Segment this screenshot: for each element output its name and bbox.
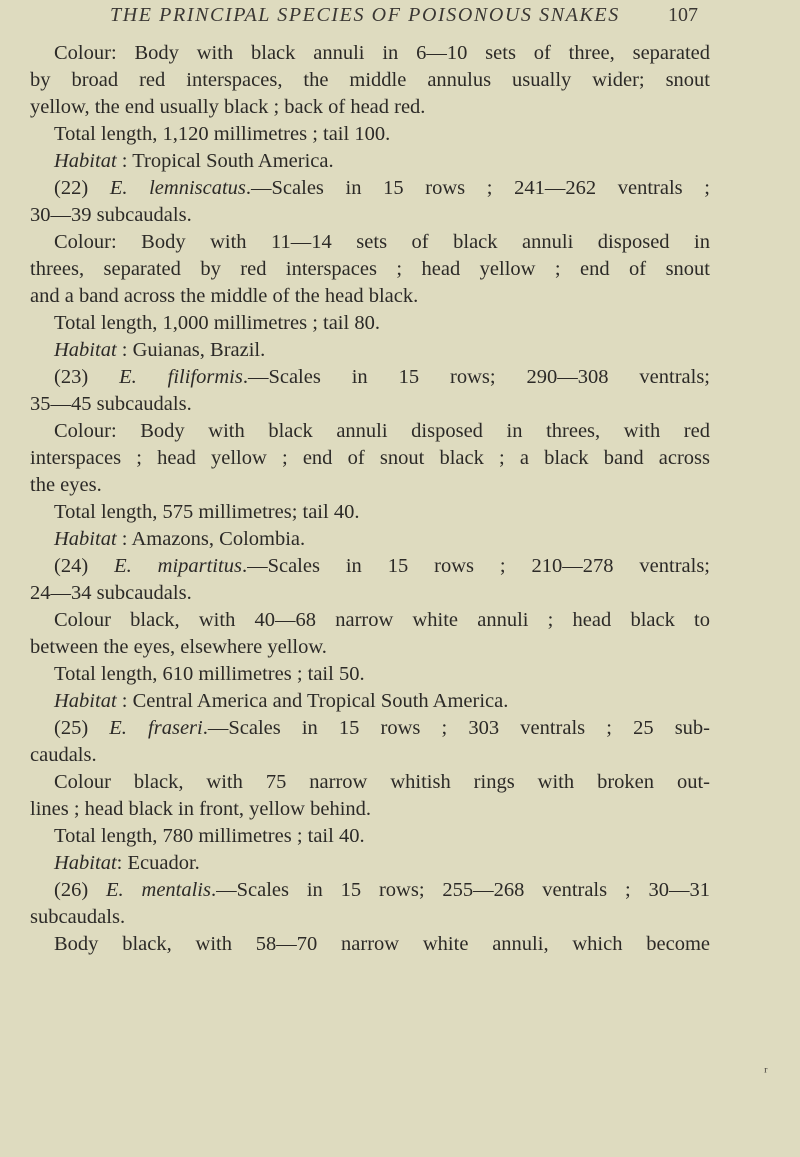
text-line: Habitat : Central America and Tropical South America. xyxy=(54,690,509,712)
text-line: Body black, with 58—70 narrow white annuli, which become xyxy=(54,933,710,955)
text-line: 30—39 subcaudals. xyxy=(30,204,192,226)
habitat-label: Habitat xyxy=(54,852,117,874)
text-line: Total length, 1,120 millimetres ; tail 100. xyxy=(54,123,391,145)
text-line: between the eyes, elsewhere yellow. xyxy=(30,636,327,658)
species-name: E. fraseri xyxy=(109,717,203,739)
text-line: yellow, the end usually black ; back of head red. xyxy=(30,96,426,118)
running-title: THE PRINCIPAL SPECIES OF POISONOUS SNAKES xyxy=(110,4,620,26)
text-line: Habitat : Amazons, Colombia. xyxy=(54,528,306,550)
text-line: 24—34 subcaudals. xyxy=(30,582,192,604)
species-heading: (22) E. lemniscatus.—Scales in 15 rows ; 241—262 ventrals ; xyxy=(54,177,710,199)
text-line: by broad red interspaces, the middle annulus usually wider; snout xyxy=(30,69,710,91)
text-line: Habitat : Guianas, Brazil. xyxy=(54,339,266,361)
text-line: the eyes. xyxy=(30,474,102,496)
running-head xyxy=(0,0,800,40)
text-line: Total length, 610 millimetres ; tail 50. xyxy=(54,663,365,685)
species-name: E. lemniscatus xyxy=(109,177,246,199)
species-heading: (23) E. filiformis.—Scales in 15 rows; 290—308 ventrals; xyxy=(54,366,710,388)
text-line: threes, separated by red interspaces ; head yellow ; end of snout xyxy=(30,258,710,280)
margin-mark: ʳ xyxy=(764,1064,768,1081)
text-line: Habitat: Ecuador. xyxy=(54,852,200,874)
text-line: Habitat : Tropical South America. xyxy=(54,150,334,172)
text-line: subcaudals. xyxy=(30,906,126,928)
habitat-label: Habitat xyxy=(54,150,117,172)
body-text xyxy=(30,40,710,958)
species-name: E. filiformis xyxy=(119,366,243,388)
species-heading: (24) E. mipartitus.—Scales in 15 rows ; 210—278 ventrals; xyxy=(54,555,710,577)
text-line: 35—45 subcaudals. xyxy=(30,393,192,415)
text-line: and a band across the middle of the head black. xyxy=(30,285,419,307)
species-name: E. mentalis xyxy=(106,879,211,901)
text-line: Colour: Body with black annuli disposed in threes, with red xyxy=(54,420,710,442)
habitat-label: Habitat xyxy=(54,339,117,361)
text-line: lines ; head black in front, yellow behind. xyxy=(30,798,372,820)
species-heading: (25) E. fraseri.—Scales in 15 rows ; 303 ventrals ; 25 sub- xyxy=(54,717,710,739)
text-line: interspaces ; head yellow ; end of snout black ; a black band across xyxy=(30,447,710,469)
species-heading: (26) E. mentalis.—Scales in 15 rows; 255—268 ventrals ; 30—31 xyxy=(54,879,710,901)
text-line: Total length, 575 millimetres; tail 40. xyxy=(54,501,360,523)
habitat-label: Habitat xyxy=(54,690,117,712)
habitat-label: Habitat xyxy=(54,528,117,550)
text-line: Colour: Body with black annuli in 6—10 sets of three, separated xyxy=(54,42,710,64)
page-number: 107 xyxy=(668,4,698,26)
text-line: Colour black, with 40—68 narrow white annuli ; head black to xyxy=(54,609,710,631)
text-line: Total length, 780 millimetres ; tail 40. xyxy=(54,825,365,847)
text-line: Total length, 1,000 millimetres ; tail 80. xyxy=(54,312,380,334)
text-line: Colour: Body with 11—14 sets of black annuli disposed in xyxy=(54,231,710,253)
species-name: E. mipartitus xyxy=(114,555,242,577)
text-line: Colour black, with 75 narrow whitish rings with broken out- xyxy=(54,771,710,793)
text-line: caudals. xyxy=(30,744,97,766)
